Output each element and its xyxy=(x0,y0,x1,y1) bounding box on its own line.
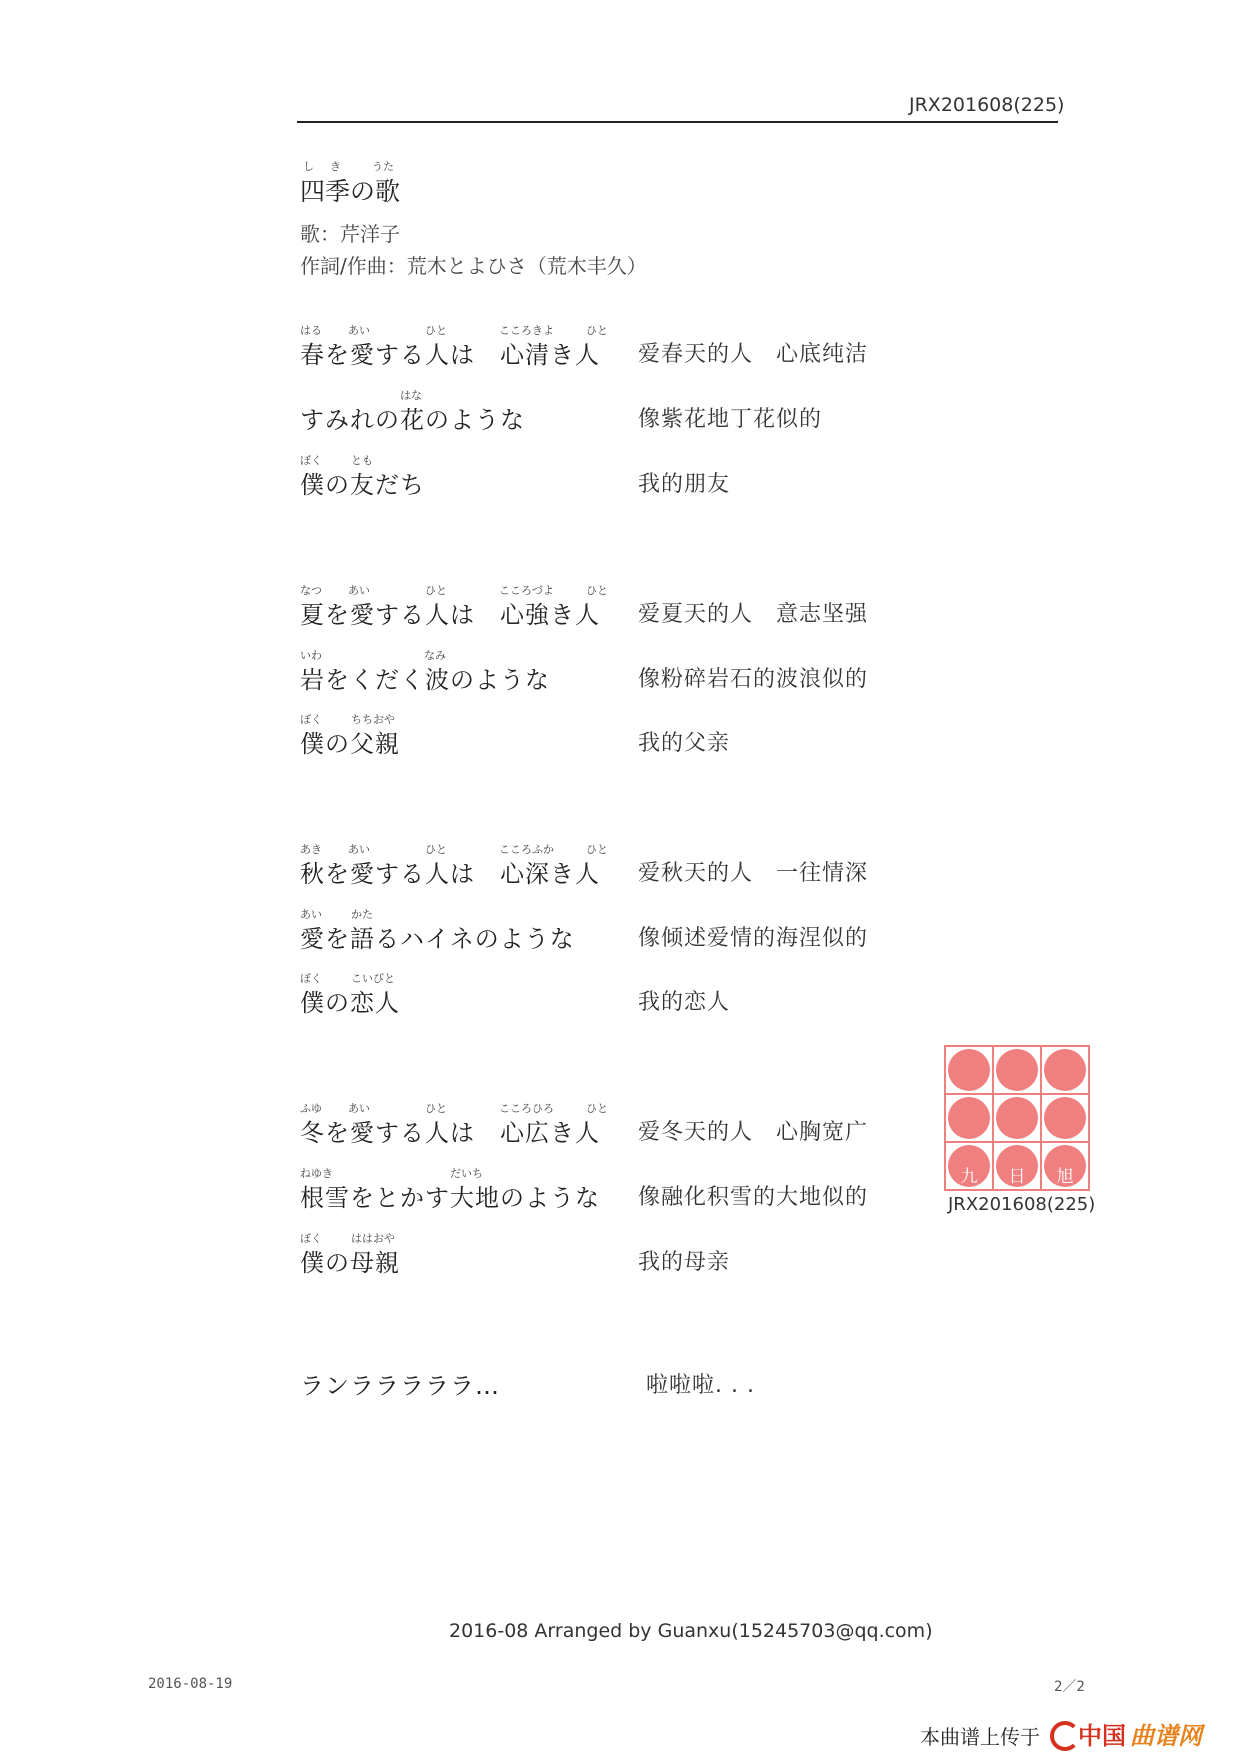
lyric-zh: 爱秋天的人 一往情深 xyxy=(638,861,869,886)
ruby-line xyxy=(300,841,620,855)
footer-date: 2016-08-19 xyxy=(148,1676,233,1692)
ruby-line xyxy=(300,1165,620,1179)
upload-notice: 本曲谱上传于 xyxy=(920,1725,1040,1749)
ruby-text: いわ xyxy=(300,649,322,662)
seal-stamp-icon xyxy=(944,1045,1090,1191)
ruby-text: あい xyxy=(300,908,322,921)
ruby-text: とも xyxy=(351,454,373,467)
ruby-text: はる xyxy=(300,324,322,337)
author-line: 作詞/作曲：荒木とよひさ（荒木丰久） xyxy=(300,254,647,278)
title-ruby-uta: うた xyxy=(372,160,394,173)
ruby-text: ひと xyxy=(425,1102,447,1115)
ruby-text: はな xyxy=(400,389,422,402)
ruby-text: ぼく xyxy=(300,454,322,467)
document-code: JRX201608(225) xyxy=(909,94,1065,116)
lyric-jp: 僕の父親 xyxy=(300,730,400,758)
lyric-zh: 像紫花地丁花似的 xyxy=(638,407,823,432)
lyric-jp: 秋を愛する人は 心深き人 xyxy=(300,860,600,888)
lyric-jp: 僕の母親 xyxy=(300,1249,400,1277)
ruby-text: ひと xyxy=(586,584,608,597)
ruby-line xyxy=(300,1100,620,1114)
singer-line: 歌：芹洋子 xyxy=(300,222,400,246)
ruby-text: ぼく xyxy=(300,972,322,985)
ruby-text: こいびと xyxy=(351,972,395,985)
ruby-text: あい xyxy=(348,1102,370,1115)
ruby-line xyxy=(300,647,620,661)
ruby-text: ひと xyxy=(425,843,447,856)
ruby-text: あい xyxy=(348,843,370,856)
stamp-char: 旭 xyxy=(1056,1167,1074,1187)
site-name-primary: 中国 xyxy=(1078,1721,1126,1750)
ruby-line xyxy=(300,970,620,984)
lyric-zh: 我的母亲 xyxy=(638,1250,731,1275)
lyric-zh: 我的朋友 xyxy=(638,472,731,497)
ruby-text: ぼく xyxy=(300,713,322,726)
header-divider xyxy=(297,121,1058,123)
ruby-text: ひと xyxy=(586,324,608,337)
ruby-text: ははおや xyxy=(351,1232,395,1245)
ruby-text: ひと xyxy=(586,843,608,856)
stamp-char: 九 xyxy=(960,1167,978,1187)
ruby-text: ぼく xyxy=(300,1232,322,1245)
lyric-zh: 像倾述爱情的海涅似的 xyxy=(638,926,869,951)
ruby-text: あき xyxy=(300,843,322,856)
lyric-zh: 像粉碎岩石的波浪似的 xyxy=(638,667,869,692)
ruby-text: あい xyxy=(348,324,370,337)
outro-zh: 啦啦啦. . . xyxy=(646,1373,755,1398)
ruby-text: こころふか xyxy=(499,843,554,856)
ruby-text: ひと xyxy=(425,324,447,337)
ruby-line xyxy=(300,452,620,466)
ruby-text: ひと xyxy=(425,584,447,597)
lyric-jp: 僕の友だち xyxy=(300,471,425,499)
lyric-jp: 僕の恋人 xyxy=(300,989,400,1017)
lyric-zh: 爱春天的人 心底纯洁 xyxy=(638,342,869,367)
stamp-code: JRX201608(225) xyxy=(948,1194,1096,1215)
ruby-line xyxy=(300,387,620,401)
ruby-line xyxy=(300,711,620,725)
stamp-char: 日 xyxy=(1008,1167,1026,1187)
lyric-jp: 愛を語るハイネのような xyxy=(300,925,575,953)
ruby-text: ちちおや xyxy=(351,713,395,726)
ruby-text: かた xyxy=(351,908,373,921)
lyric-jp: 夏を愛する人は 心強き人 xyxy=(300,601,600,629)
title-ruby-ki: き xyxy=(330,160,341,173)
lyric-jp: 春を愛する人は 心清き人 xyxy=(300,341,600,369)
lyric-zh: 爱冬天的人 心胸宽广 xyxy=(638,1120,869,1145)
lyric-jp: すみれの花のような xyxy=(300,406,525,434)
ruby-line xyxy=(300,906,620,920)
site-logo-mark-icon xyxy=(1050,1721,1080,1751)
outro-jp: ランラララララ… xyxy=(300,1372,500,1400)
lyric-zh: 我的父亲 xyxy=(638,731,731,756)
ruby-line xyxy=(300,582,620,596)
arranger-credit: 2016-08 Arranged by Guanxu(15245703@qq.com) xyxy=(449,1620,933,1642)
song-title: 四季の歌 xyxy=(300,177,401,206)
ruby-text: だいち xyxy=(450,1167,483,1180)
lyric-jp: 根雪をとかす大地のような xyxy=(300,1184,600,1212)
ruby-text: ふゆ xyxy=(300,1102,322,1115)
page-number: 2／2 xyxy=(1054,1679,1085,1695)
ruby-text: あい xyxy=(348,584,370,597)
lyric-jp: 岩をくだく波のような xyxy=(300,666,550,694)
ruby-text: こころひろ xyxy=(499,1102,554,1115)
ruby-text: ねゆき xyxy=(300,1167,333,1180)
ruby-line xyxy=(300,322,620,336)
ruby-text: なつ xyxy=(300,584,322,597)
ruby-text: こころづよ xyxy=(499,584,554,597)
lyric-zh: 爱夏天的人 意志坚强 xyxy=(638,602,869,627)
ruby-text: こころきよ xyxy=(499,324,554,337)
lyric-jp: 冬を愛する人は 心広き人 xyxy=(300,1119,600,1147)
site-name-secondary: 曲谱网 xyxy=(1130,1722,1202,1750)
ruby-text: なみ xyxy=(424,649,446,662)
lyric-zh: 我的恋人 xyxy=(638,990,731,1015)
ruby-line xyxy=(300,1230,620,1244)
ruby-text: ひと xyxy=(586,1102,608,1115)
lyric-zh: 像融化积雪的大地似的 xyxy=(638,1185,869,1210)
title-ruby-shi: し xyxy=(303,160,314,173)
